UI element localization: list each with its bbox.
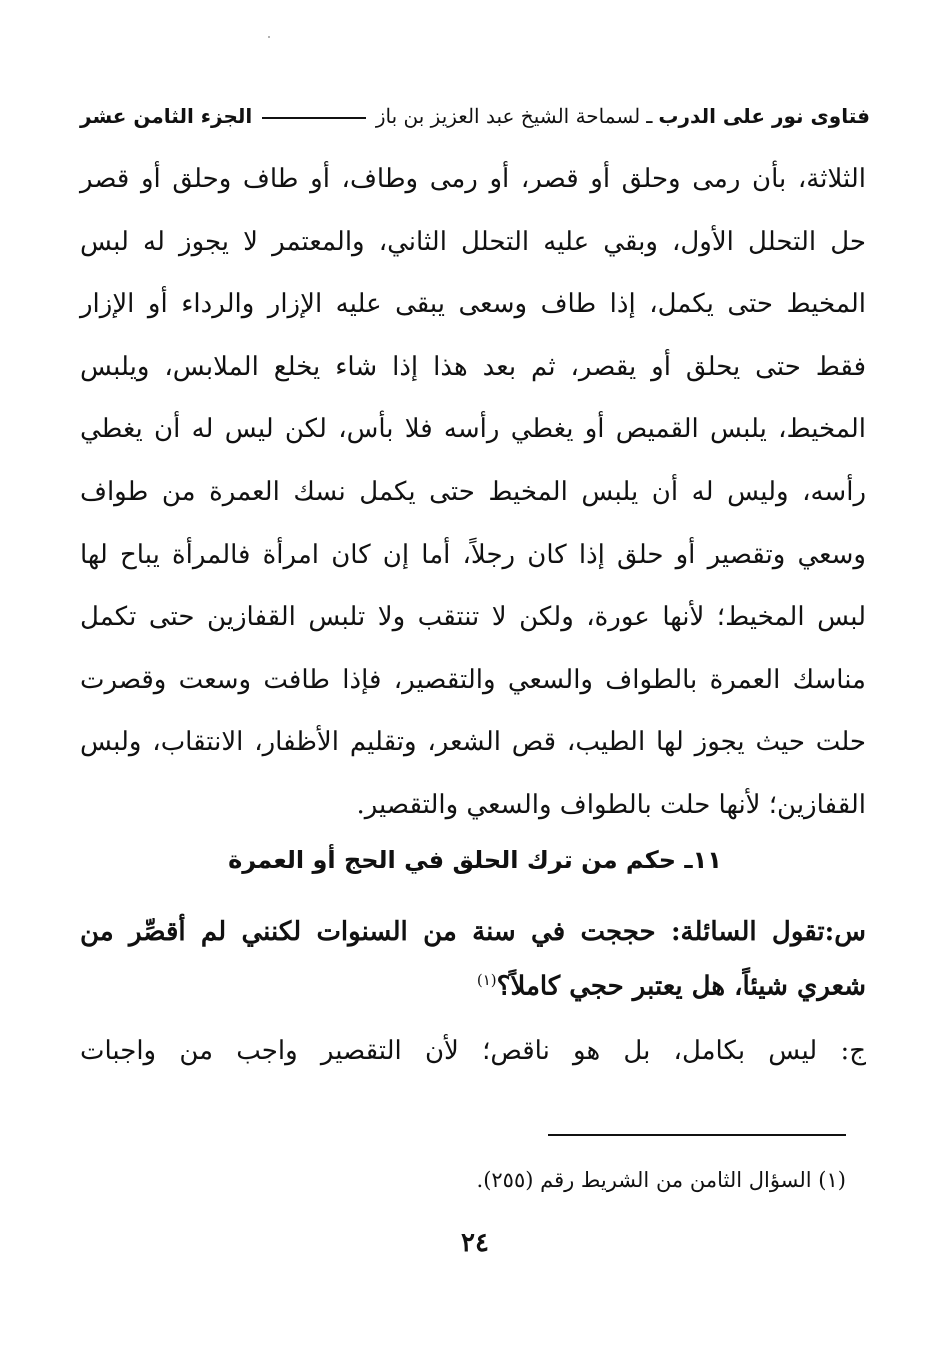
- header-volume: الجزء الثامن عشر: [80, 104, 253, 128]
- footnote-reference: (١): [476, 971, 497, 989]
- body-paragraph: الثلاثة، بأن رمى وحلق أو قصر، أو رمى وطاف، أو طاف وحلق أو قصر حل التحلل الأول، وبقي عليه التحلل الثاني، والمعتمر لا يجوز له لبس المخيط حتى يكمل، إذا طاف وسعى يبقى عليه الإزار والرداء أو الإزار فقط حتى يحلق أو يقصر، ثم بعد هذا إذا شاء يخلع الملابس، ويلبس المخيط، يلبس القميص أو يغطي رأسه فلا بأس، لكن ليس له أن يغطي رأسه، وليس له أن يلبس المخيط حتى يكمل نسك العمرة من طواف وسعي وتقصير أو حلق إذا كان رجلاً، أما إن كان امرأة فالمرأة يباح لها لبس المخيط؛ لأنها عورة، ولكن لا تنتقب ولا تلبس القفازين حتى تكمل مناسك العمرة بالطواف والسعي والتقصير، فإذا طافت وسعت وقصرت حلت حيث يجوز لها الطيب، قص الشعر، وتقليم الأظفار، الانتقاب، ولبس القفازين؛ لأنها حلت بالطواف والسعي والتقصير.: [80, 164, 866, 820]
- answer-label: ج:: [840, 1036, 866, 1066]
- running-header: [80, 98, 870, 134]
- page-number: ٢٤: [461, 1228, 489, 1258]
- question-label: س:: [824, 917, 866, 947]
- answer-block: [80, 1024, 866, 1078]
- answer-text: ليس بكامل، بل هو ناقص؛ لأن التقصير واجب من واجبات: [80, 1036, 818, 1066]
- question-text: تقول السائلة: حججت في سنة من السنوات لكنني لم أقصِّر من شعري شيئاً، هل يعتبر حجي كاملاً؟: [80, 917, 866, 1002]
- question-block: [80, 908, 866, 1011]
- header-separator: ـ: [646, 104, 653, 128]
- header-author: لسماحة الشيخ عبد العزيز بن باز: [375, 104, 641, 128]
- footnote: (١) السؤال الثامن من الشريط رقم (٢٥٥).: [476, 1168, 846, 1192]
- footnote-divider: [548, 1134, 846, 1136]
- section-heading: ١١ـ حكم من ترك الحلق في الحج أو العمرة: [228, 846, 722, 874]
- scan-speck: [268, 36, 270, 38]
- header-rule: [262, 117, 366, 119]
- header-book-title: فتاوى نور على الدرب: [658, 104, 870, 128]
